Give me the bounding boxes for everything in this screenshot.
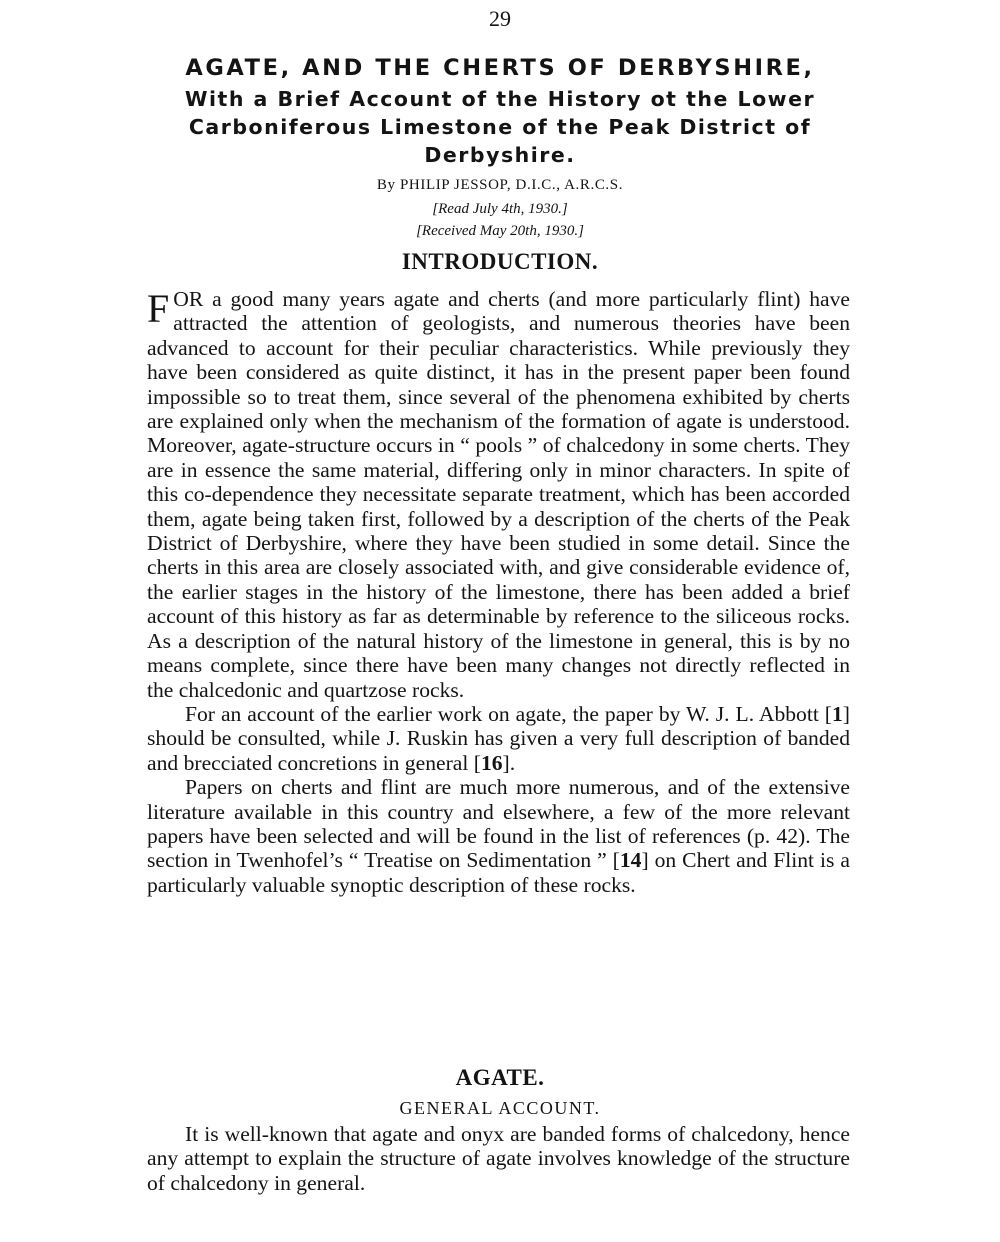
article-subtitle: With a Brief Account of the History ot the Lower Carboniferous Limestone of the Peak District of Derbyshire. [184, 87, 816, 167]
reference-number: 14 [619, 848, 642, 873]
read-date: [Read July 4th, 1930.] [432, 201, 568, 217]
reference-number: 16 [480, 750, 503, 775]
agate-heading: AGATE. [455, 1065, 545, 1090]
paragraph-text: ]. [502, 750, 516, 775]
paragraph-text: Papers on cherts and flint are much more numerous, and of the extensive literature available in this country and elsewhere, a few of the more relevant papers have been selected and will be found in the list of references (p. 42). The section in Twenhofel’s “ Treatise on Sedimentation ” [ [147, 775, 850, 873]
introduction-body [147, 287, 850, 897]
paragraph-text: OR a good many years agate and cherts (and more particularly flint) have attracted the attention of geologists, and numerous theories have been advanced to account for their peculiar characteristics. While previously they have been considered as quite distinct, it has in the present paper been found impossible so to treat them, since several of the phenomena exhibited by cherts are explained only when the mechanism of the formation of agate is understood. Moreover, agate-structure occurs in “ pools ” of chalcedony in some cherts. They are in essence the same material, differing only in minor characters. In spite of this co-dependence they necessitate separate treatment, which has been accorded them, agate being taken first, followed by a description of the cherts of the Peak District of Derbyshire, where they have been studied in some detail. Since the cherts in this area are closely associated with, and give considerable evidence of, the earlier stages in the history of the limestone, there has been added a brief account of this history as far as determinable by reference to the siliceous rocks. As a description of the natural history of the limestone in general, this is by no means complete, since there have been many changes not directly reflected in the chalcedonic and quartzose rocks. [147, 287, 850, 702]
introduction-paragraph-3 [147, 775, 850, 897]
article-title [140, 52, 860, 169]
page-number: 29 [489, 6, 511, 31]
author-byline: By PHILIP JESSOP, D.I.C., A.R.C.S. [376, 177, 624, 193]
general-account-paragraph-1: It is well-known that agate and onyx are banded forms of chalcedony, hence any attempt to explain the structure of agate involves knowledge of the structure of chalcedony in general. [147, 1122, 850, 1195]
paragraph-text: ] on Chert and Flint is a particularly valuable synoptic description of these rocks. [147, 848, 850, 897]
general-account-heading: GENERAL ACCOUNT. [399, 1098, 601, 1118]
paragraph-text: ] should be consulted, while J. Ruskin has given a very full description of banded and brecciated concretions in general [ [147, 701, 850, 775]
introduction-heading: INTRODUCTION. [401, 249, 599, 274]
paragraph-text: For an account of the earlier work on agate, the paper by W. J. L. Abbott [ [185, 701, 832, 726]
introduction-paragraph-1 [147, 287, 850, 702]
reference-number: 1 [832, 701, 843, 726]
introduction-paragraph-2 [147, 702, 850, 775]
general-account-body [147, 1122, 850, 1195]
received-date: [Received May 20th, 1930.] [416, 223, 584, 239]
article-title-main: AGATE, AND THE CHERTS OF DERBYSHIRE, [185, 55, 815, 81]
drop-cap: F [147, 286, 170, 331]
